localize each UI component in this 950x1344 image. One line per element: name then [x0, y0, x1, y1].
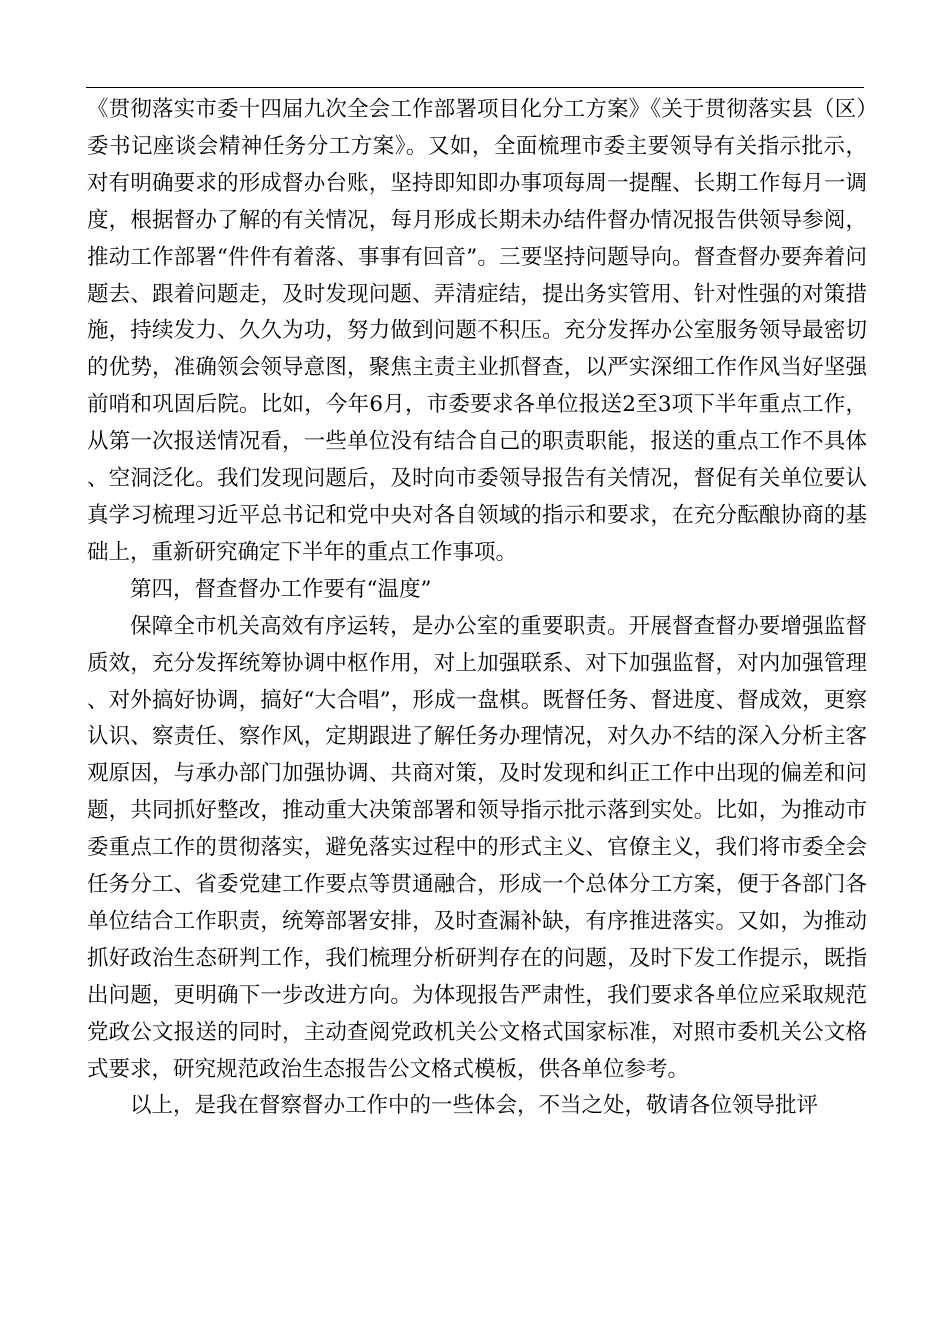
- header-rule: [86, 87, 864, 88]
- paragraph-1: 《贯彻落实市委十四届九次全会工作部署项目化分工方案》《关于贯彻落实县（区）委书记座谈会精神任务分工方案》。又如，全面梳理市委主要领导有关指示批示，对有明确要求的形成督办台账，坚持即知即办事项每周一提醒、长期工作每月一调度，根据督办了解的有关情况，每月形成长期未办结件督办情况报告供领导参阅，推动工作部署“件件有着落、事事有回音”。三要坚持问题导向。督查督办要奔着问题去、跟着问题走，及时发现问题、弄清症结，提出务实管用、针对性强的对策措施，持续发力、久久为功，努力做到问题不积压。充分发挥办公室服务领导最密切的优势，准确领会领导意图，聚焦主责主业抓督查，以严实深细工作作风当好坚强前哨和巩固后院。比如，今年6月，市委要求各单位报送2至3项下半年重点工作，从第一次报送情况看，一些单位没有结合自己的职责职能，报送的重点工作不具体、空洞泛化。我们发现问题后，及时向市委领导报告有关情况，督促有关单位要认真学习梳理习近平总书记和党中央对各自领域的指示和要求，在充分酝酿协商的基础上，重新研究确定下半年的重点工作事项。: [87, 97, 867, 565]
- paragraph-3: 保障全市机关高效有序运转，是办公室的重要职责。开展督查督办要增强监督质效，充分发挥统筹协调中枢作用，对上加强联系、对下加强监督，对内加强管理、对外搞好协调，搞好“大合唱”，形成一盘棋。既督任务、督进度、督成效，更察认识、察责任、察作风，定期跟进了解任务办理情况，对久办不结的深入分析主客观原因，与承办部门加强协调、共商对策，及时发现和纠正工作中出现的偏差和问题，共同抓好整改，推动重大决策部署和领导指示批示落到实处。比如，为推动市委重点工作的贯彻落实，避免落实过程中的形式主义、官僚主义，我们将市委全会任务分工、省委党建工作要点等贯通融合，形成一个总体分工方案，便于各部门各单位结合工作职责，统筹部署安排，及时查漏补缺，有序推进落实。又如，为推动抓好政治生态研判工作，我们梳理分析研判存在的问题，及时下发工作提示，既指出问题，更明确下一步改进方向。为体现报告严肃性，我们要求各单位应采取规范党政公文报送的同时，主动查阅党政机关公文格式国家标准，对照市委机关公文格式要求，研究规范政治生态报告公文格式模板，供各单位参考。: [87, 613, 867, 1082]
- section-heading-fourth: 第四，督查督办工作要有“温度”: [130, 576, 432, 602]
- document-body: [87, 92, 867, 1125]
- paragraph-closing: 以上，是我在督察督办工作中的一些体会，不当之处，敬请各位领导批评: [130, 1093, 819, 1119]
